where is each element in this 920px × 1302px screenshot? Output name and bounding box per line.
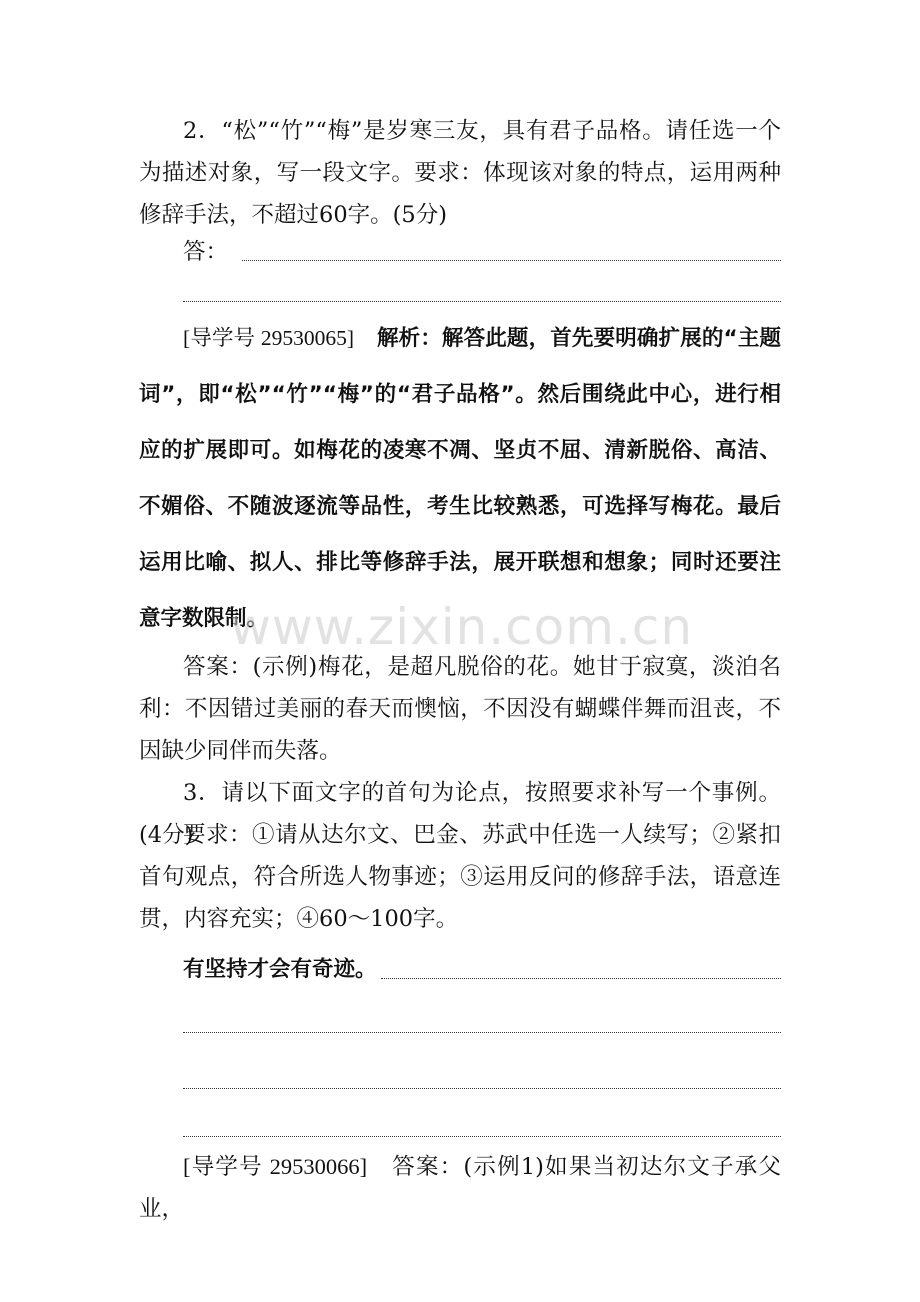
question-2: 2．“松”“竹”“梅”是岁寒三友，具有君子品格。请任选一个为描述对象，写一段文字。要求：体现该对象的特点，运用两种修辞手法，不超过60字。(5分) (139, 118, 781, 228)
answer-label: 答： (183, 239, 229, 265)
q2-answer: 答案：(示例)梅花，是超凡脱俗的花。她甘于寂寞，淡泊名利：不因错过美丽的春天而懊恼，不因没有蝴蝶伴舞而沮丧，不因缺少同伴而失落。 (139, 654, 781, 764)
answer-line-q3 (183, 954, 781, 986)
answer-dotted-line-6 (183, 1136, 781, 1137)
q3-answer (139, 1146, 781, 1230)
watermark: www.zixin.com.cn (230, 598, 694, 656)
answer-dotted-line (242, 259, 781, 261)
answer-line-q2 (183, 236, 781, 268)
answer-text: 答案：(示例1)如果当初达尔文子承父业， (139, 1154, 781, 1222)
question-3: 3．请以下面文字的首句为论点，按照要求补写一个事例。(4分) (139, 780, 781, 848)
question-3-requirements: 要求：①请从达尔文、巴金、苏武中任选一人续写；②紧扣首句观点，符合所选人物事迹；③运用反问的修辞手法，语意连贯，内容充实；④60～100字。 (139, 822, 781, 932)
explanation-text: 解析：解答此题，首先要明确扩展的“主题词”，即“松”“竹”“梅”的“君子品格”。然后围绕此中心，进行相应的扩展即可。如梅花的凌寒不凋、坚贞不屈、清新脱俗、高洁、不媚俗、不随波逐流等品性，考生比较熟悉，可选择写梅花。最后运用比喻、拟人、排比等修辞手法，展开联想和想象；同时还要注意字数限制。 (139, 326, 781, 631)
answer-dotted-line-5 (183, 1088, 781, 1089)
q2-explanation (139, 310, 781, 647)
answer-dotted-line-4 (183, 1032, 781, 1033)
lead-sentence: 有坚持才会有奇迹。 (183, 957, 377, 982)
answer-dotted-line (381, 977, 781, 979)
reference-number: [导学号 29530066] (183, 1154, 368, 1179)
reference-number: [导学号 29530065] (183, 326, 354, 350)
answer-dotted-line-2 (183, 301, 781, 302)
